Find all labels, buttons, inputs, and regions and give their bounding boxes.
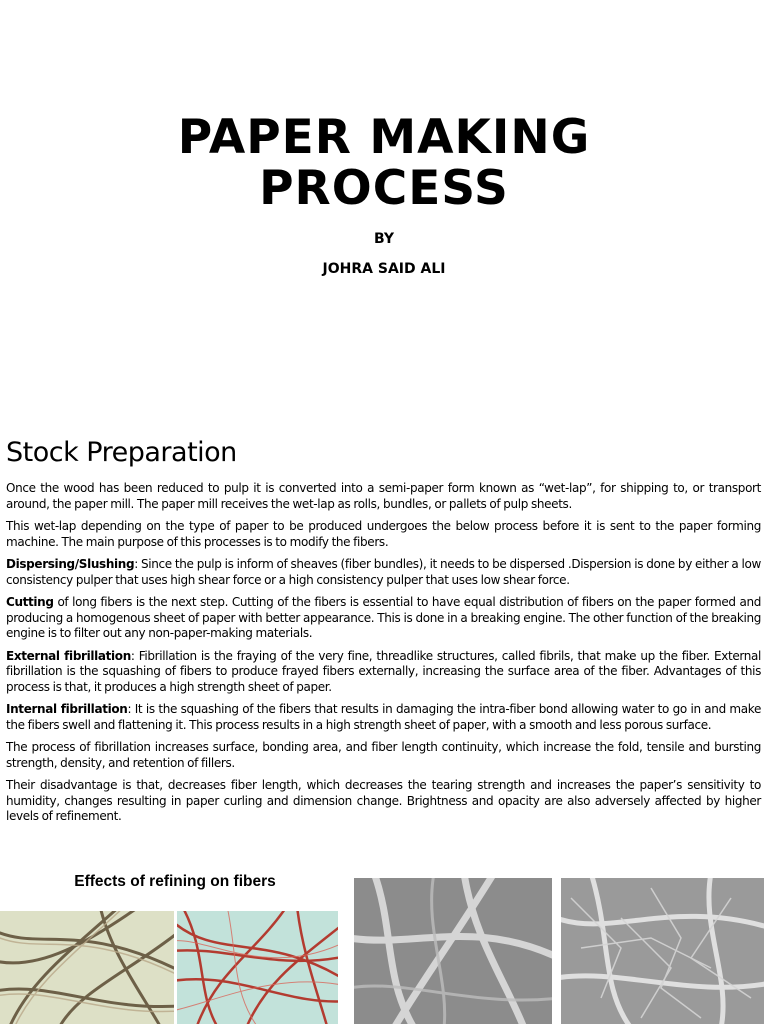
- paragraph-3-text: : Since the pulp is inform of sheaves (fiber bundles), it needs to be dispersed .Dispersion is done by either a low consistency pulper that uses high shear force or a high consistency pulper that uses low shear force.: [6, 557, 761, 587]
- by-label: BY: [373, 231, 395, 247]
- fiber-sem-image-2: [561, 878, 764, 1024]
- author-name: JOHRA SAID ALI: [322, 261, 446, 277]
- section-heading: Stock Preparation: [6, 437, 237, 468]
- term-external-fibrillation: External fibrillation: [6, 648, 131, 663]
- title-line-2: PROCESS: [259, 161, 509, 216]
- paragraph-8: Their disadvantage is that, decreases fiber length, which decreases the tearing strength and increases the paper’s sensitivity to humidity, changes resulting in paper curling and dimension change. Brightness and opacity are also adversely affected by higher levels of refinement.: [6, 778, 761, 823]
- paragraph-6: [6, 702, 761, 733]
- paragraph-5-text: : Fibrillation is the fraying of the very fine, threadlike structures, called fibrils, that make up the fiber. External fibrillation is the squashing of fibers to produce frayed fibers externally, increasing the surface area of the fiber. Advantages of this process is that, it produces a high strength sheet of paper.: [6, 648, 761, 694]
- figure-caption: Effects of refining on fibers: [74, 873, 276, 890]
- document-title: [0, 112, 768, 214]
- title-line-1: PAPER MAKING: [177, 110, 591, 165]
- paragraph-4: [6, 595, 761, 642]
- refining-figure: [0, 866, 340, 1024]
- paragraph-1: Once the wood has been reduced to pulp it is converted into a semi-paper form known as “wet-lap”, for shipping to, or transport around, the paper mill. The paper mill receives the wet-lap as rolls, bundles, or pallets of pulp sheets.: [6, 481, 761, 511]
- term-internal-fibrillation: Internal fibrillation: [6, 702, 128, 716]
- section-body: [6, 481, 761, 832]
- paragraph-2: This wet-lap depending on the type of paper to be produced undergoes the below process before it is sent to the paper forming machine. The main purpose of this processes is to modify the fibers.: [6, 519, 761, 549]
- paragraph-4-text: of long fibers is the next step. Cutting of the fibers is essential to have equal distribution of fibers on the paper formed and producing a homogenous sheet of paper with better appearance. This is done in a breaking engine. The other function of the breaking engine is to filter out any non-paper-making materials.: [6, 595, 761, 640]
- paragraph-3: [6, 557, 761, 588]
- fiber-sem-image-1: [354, 878, 552, 1024]
- paragraph-6-text: : It is the squashing of the fibers that results in damaging the intra-fiber bond allowing water to go in and make the fibers swell and flattening it. This process results in a high strength sheet of paper, with a smooth and less porous surface.: [6, 702, 761, 732]
- term-cutting: Cutting: [6, 595, 54, 609]
- paragraph-7: The process of fibrillation increases surface, bonding area, and fiber length continuity, which increase the fold, tensile and bursting strength, density, and retention of fillers.: [6, 740, 761, 770]
- term-dispersing: Dispersing/Slushing: [6, 557, 135, 571]
- unrefined-fibers-micrograph: [0, 911, 174, 1024]
- paragraph-5: [6, 649, 761, 696]
- refined-fibers-stained-micrograph: [177, 911, 338, 1024]
